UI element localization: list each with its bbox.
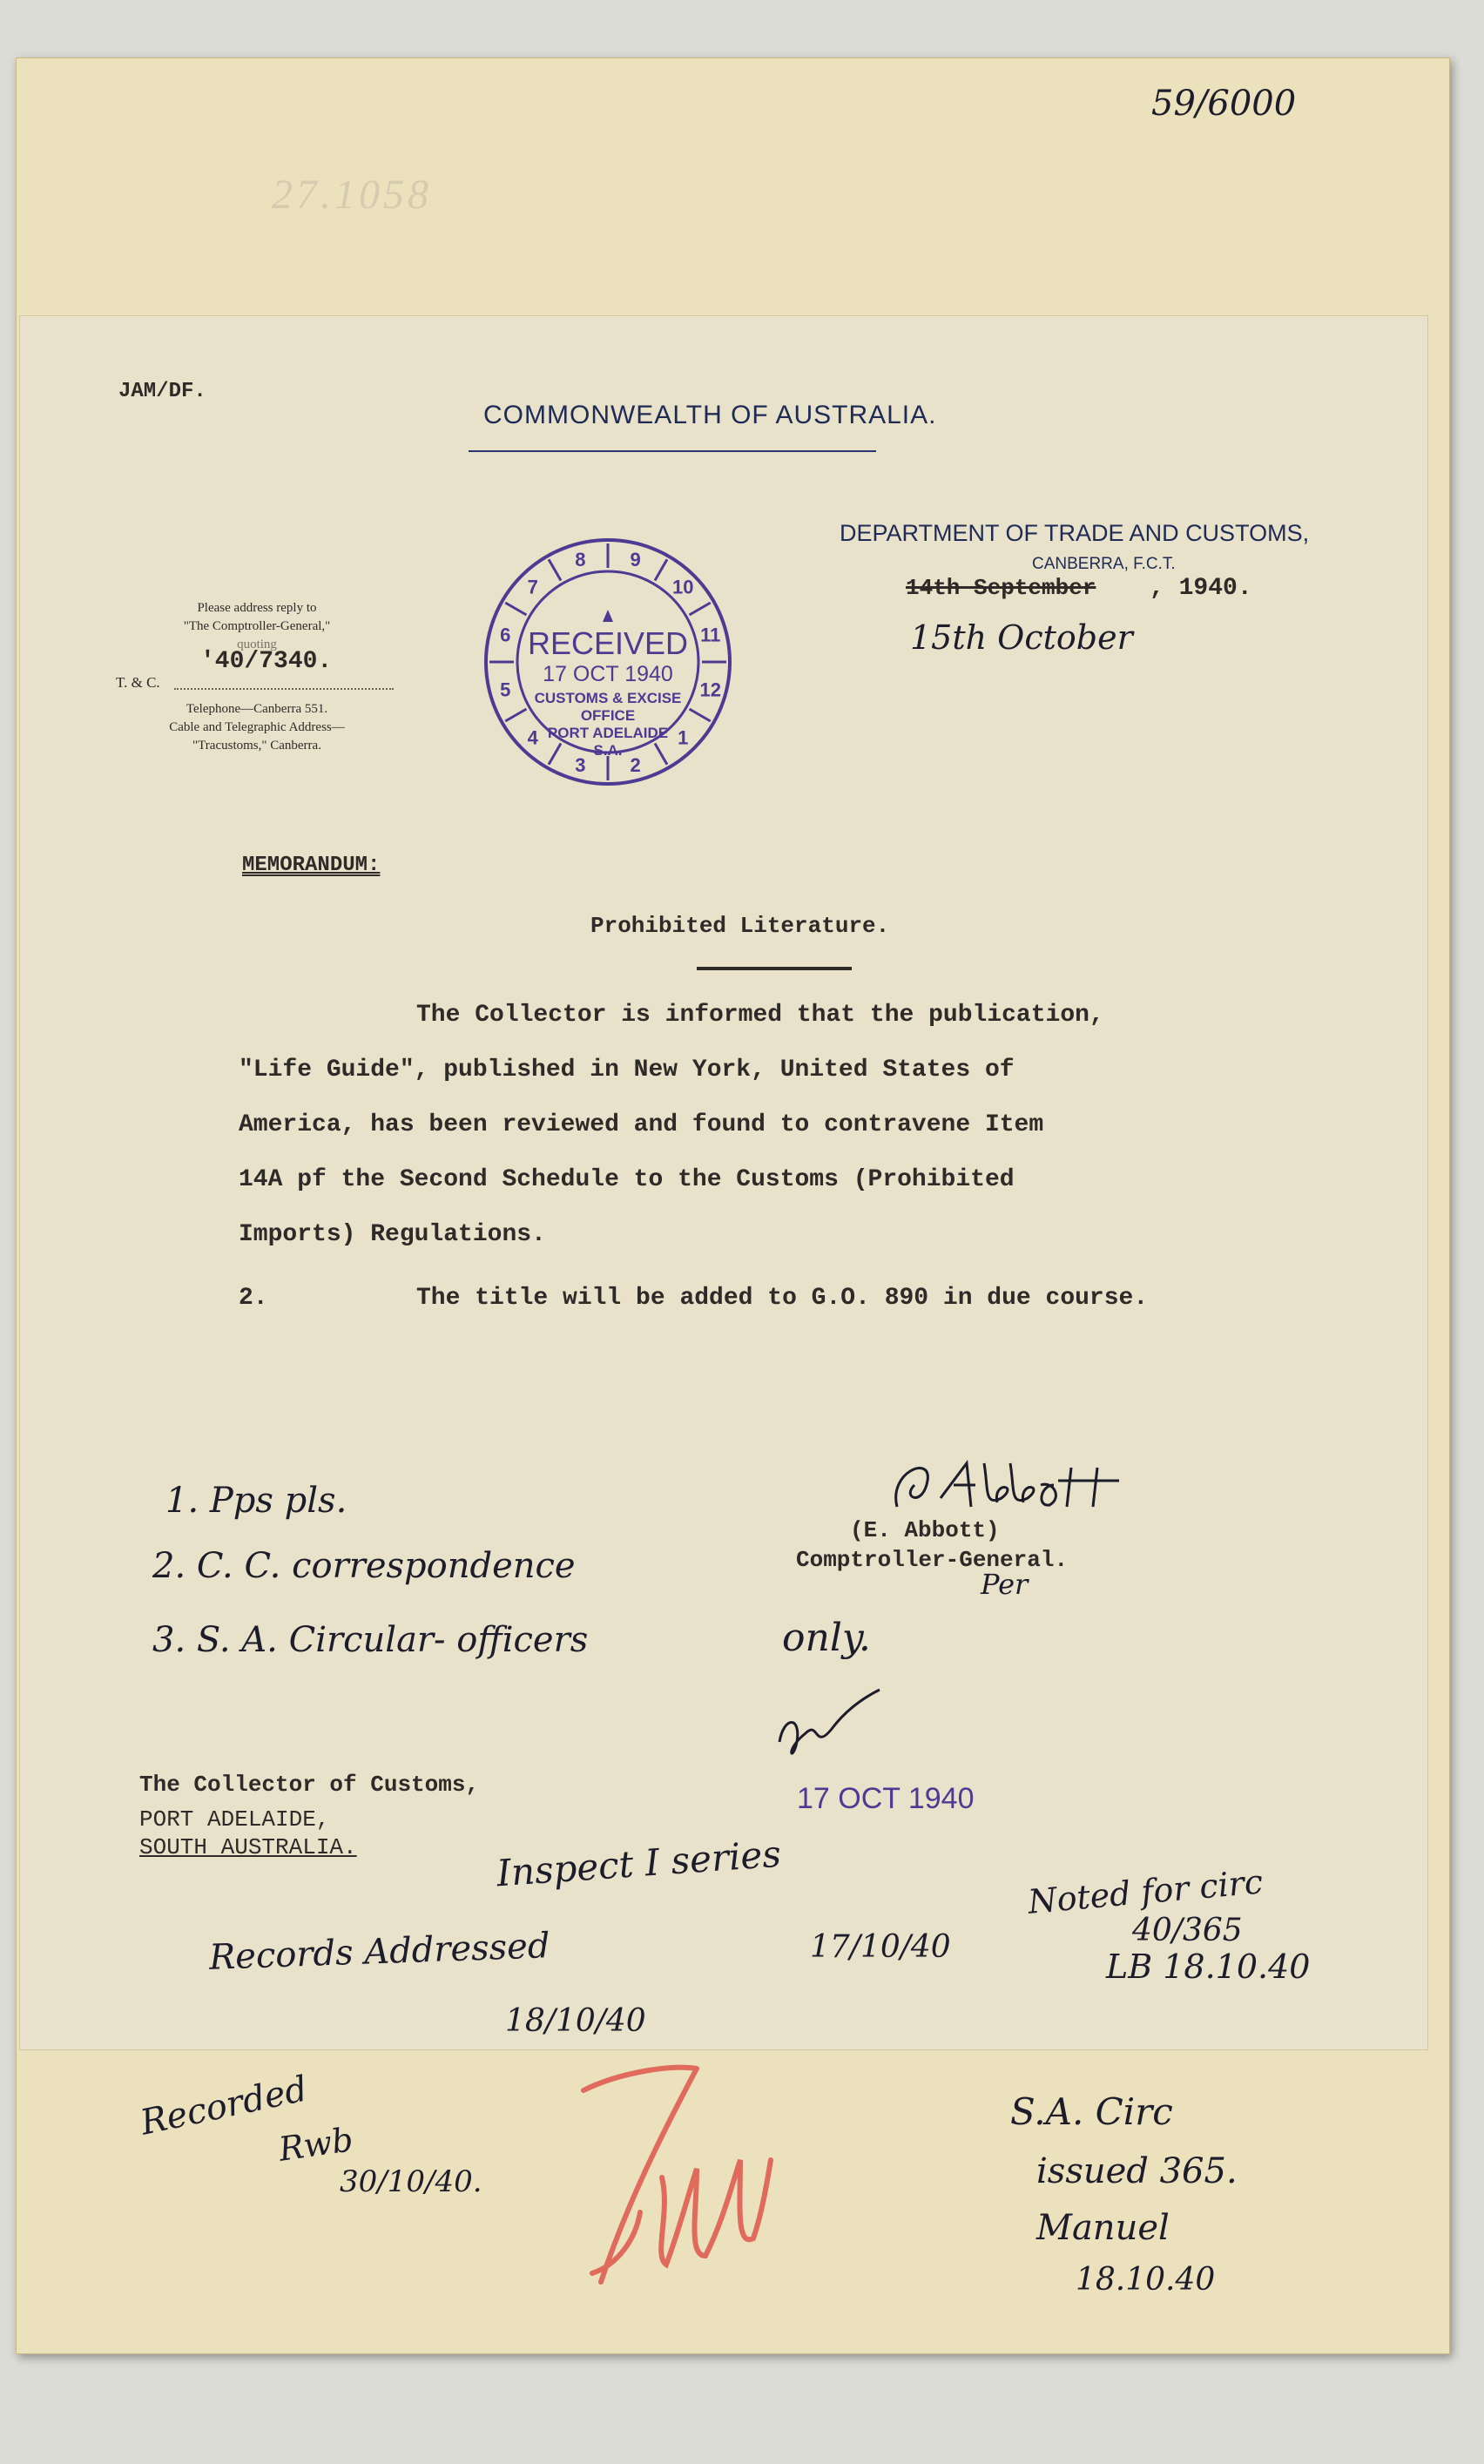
stamp-office-1: CUSTOMS & EXCISE <box>534 690 682 706</box>
recorded-line-1: Recorded <box>137 2069 311 2143</box>
annotation-2: 2. C. C. correspondence <box>152 1546 576 1586</box>
body-line-2: "Life Guide", published in New York, United States of <box>239 1056 1015 1083</box>
letter-year: , 1940. <box>1150 575 1252 602</box>
subject-rule <box>697 967 852 970</box>
noted-line-2: 40/365 <box>1132 1913 1243 1948</box>
stamp-date: 17 OCT 1940 <box>543 662 673 686</box>
stamp-office-4: S.A. <box>593 742 623 759</box>
annotation-3: 3. S. A. Circular- officers <box>152 1620 589 1660</box>
department-location: CANBERRA, F.C.T. <box>1032 555 1176 573</box>
stamp-clock-number: 11 <box>700 624 721 646</box>
letterhead-rule <box>469 450 876 452</box>
stamp-tick <box>505 603 526 615</box>
stamp-clock-number: 7 <box>527 576 538 598</box>
stamp-tick <box>549 559 561 580</box>
stamp-received-label: RECEIVED <box>527 625 689 661</box>
telephone-line: Telephone—Canberra 551. <box>186 702 328 716</box>
reply-instruction-3: quoting <box>237 638 277 651</box>
stamp-clock-number: 8 <box>575 549 586 571</box>
sa-circ-date: 18.10.40 <box>1076 2262 1216 2298</box>
paragraph-2-number: 2. <box>239 1285 268 1312</box>
body-line-4: 14A pf the Second Schedule to the Customs (Prohibited <box>239 1166 1015 1193</box>
stamp-clock-number: 4 <box>527 726 538 749</box>
body-line-5: Imports) Regulations. <box>239 1221 546 1248</box>
stamp-clock-number: 12 <box>699 678 722 701</box>
initials-scrawl <box>766 1681 897 1781</box>
sa-circ-line-2: issued 365. <box>1036 2151 1238 2191</box>
tc-prefix: T. & C. <box>116 674 160 691</box>
memo-subject: Prohibited Literature. <box>590 913 890 939</box>
received-date-stamp: 17 OCT 1940 <box>797 1782 975 1815</box>
tc-number: '40/7340. <box>200 648 333 675</box>
records-note: Records Addressed <box>208 1926 551 1978</box>
body-line-1: The Collector is informed that the publication, <box>416 1002 1104 1029</box>
noted-line-1: Noted for circ <box>1026 1862 1265 1921</box>
annotation-only: only. <box>782 1616 871 1660</box>
signatory-per: Per <box>981 1568 1029 1601</box>
stamp-clock-number: 5 <box>500 678 511 701</box>
inspect-note: Inspect I series <box>495 1832 783 1895</box>
reply-instruction-2: "The Comptroller-General," <box>183 619 331 633</box>
date-struck-through: 14th September <box>906 575 1096 601</box>
stamp-clock-number: 6 <box>500 624 511 646</box>
file-number: 59/6000 <box>1151 84 1297 124</box>
date-handwritten: 15th October <box>910 618 1133 657</box>
addressee-line-2: PORT ADELAIDE, <box>139 1806 330 1833</box>
sa-circ-line-1: S.A. Circ <box>1010 2090 1173 2133</box>
recorded-line-2: Rwb <box>276 2120 356 2169</box>
tc-dotted-line <box>174 688 394 690</box>
paragraph-2-text: The title will be added to G.O. 890 in due course. <box>416 1285 1149 1312</box>
red-pencil-mark <box>566 2056 793 2304</box>
stamp-office-3: PORT ADELAIDE <box>547 725 669 741</box>
body-line-3: America, has been reviewed and found to contravene Item <box>239 1111 1044 1138</box>
stamp-tick <box>655 559 667 580</box>
signatory-name: (E. Abbott) <box>850 1517 1000 1543</box>
stamp-clock-number: 10 <box>672 576 694 598</box>
stamp-clock-number: 3 <box>575 753 586 776</box>
records-date: 18/10/40 <box>505 2003 646 2039</box>
letterhead-title: COMMONWEALTH OF AUSTRALIA. <box>483 401 937 429</box>
reference-code: JAM/DF. <box>118 380 206 403</box>
memo-heading: MEMORANDUM: <box>242 854 381 877</box>
stamp-clock-number: 9 <box>630 549 641 571</box>
noted-line-3: LB 18.10.40 <box>1106 1948 1311 1986</box>
addressee-line-1: The Collector of Customs, <box>139 1772 480 1798</box>
stamp-office-2: OFFICE <box>580 707 636 724</box>
inspect-date: 17/10/40 <box>810 1929 951 1965</box>
annotation-1: 1. Pps pls. <box>165 1481 347 1521</box>
addressee-line-3: SOUTH AUSTRALIA. <box>139 1834 357 1860</box>
received-stamp <box>481 535 735 789</box>
stamp-clock-number: 1 <box>678 726 689 749</box>
cable-line-1: Cable and Telegraphic Address— <box>169 720 345 734</box>
department-name: DEPARTMENT OF TRADE AND CUSTOMS, <box>840 520 1310 546</box>
reply-instruction-1: Please address reply to <box>197 601 317 615</box>
recorded-line-3: 30/10/40. <box>340 2164 482 2199</box>
faint-file-number: 27.1058 <box>272 172 432 218</box>
sa-circ-signature: Manuel <box>1036 2208 1170 2248</box>
signatory-title: Comptroller-General. <box>796 1547 1069 1573</box>
stamp-clock-number: 2 <box>630 753 641 776</box>
stamp-tick <box>690 603 711 615</box>
cable-line-2: "Tracustoms," Canberra. <box>192 739 321 753</box>
